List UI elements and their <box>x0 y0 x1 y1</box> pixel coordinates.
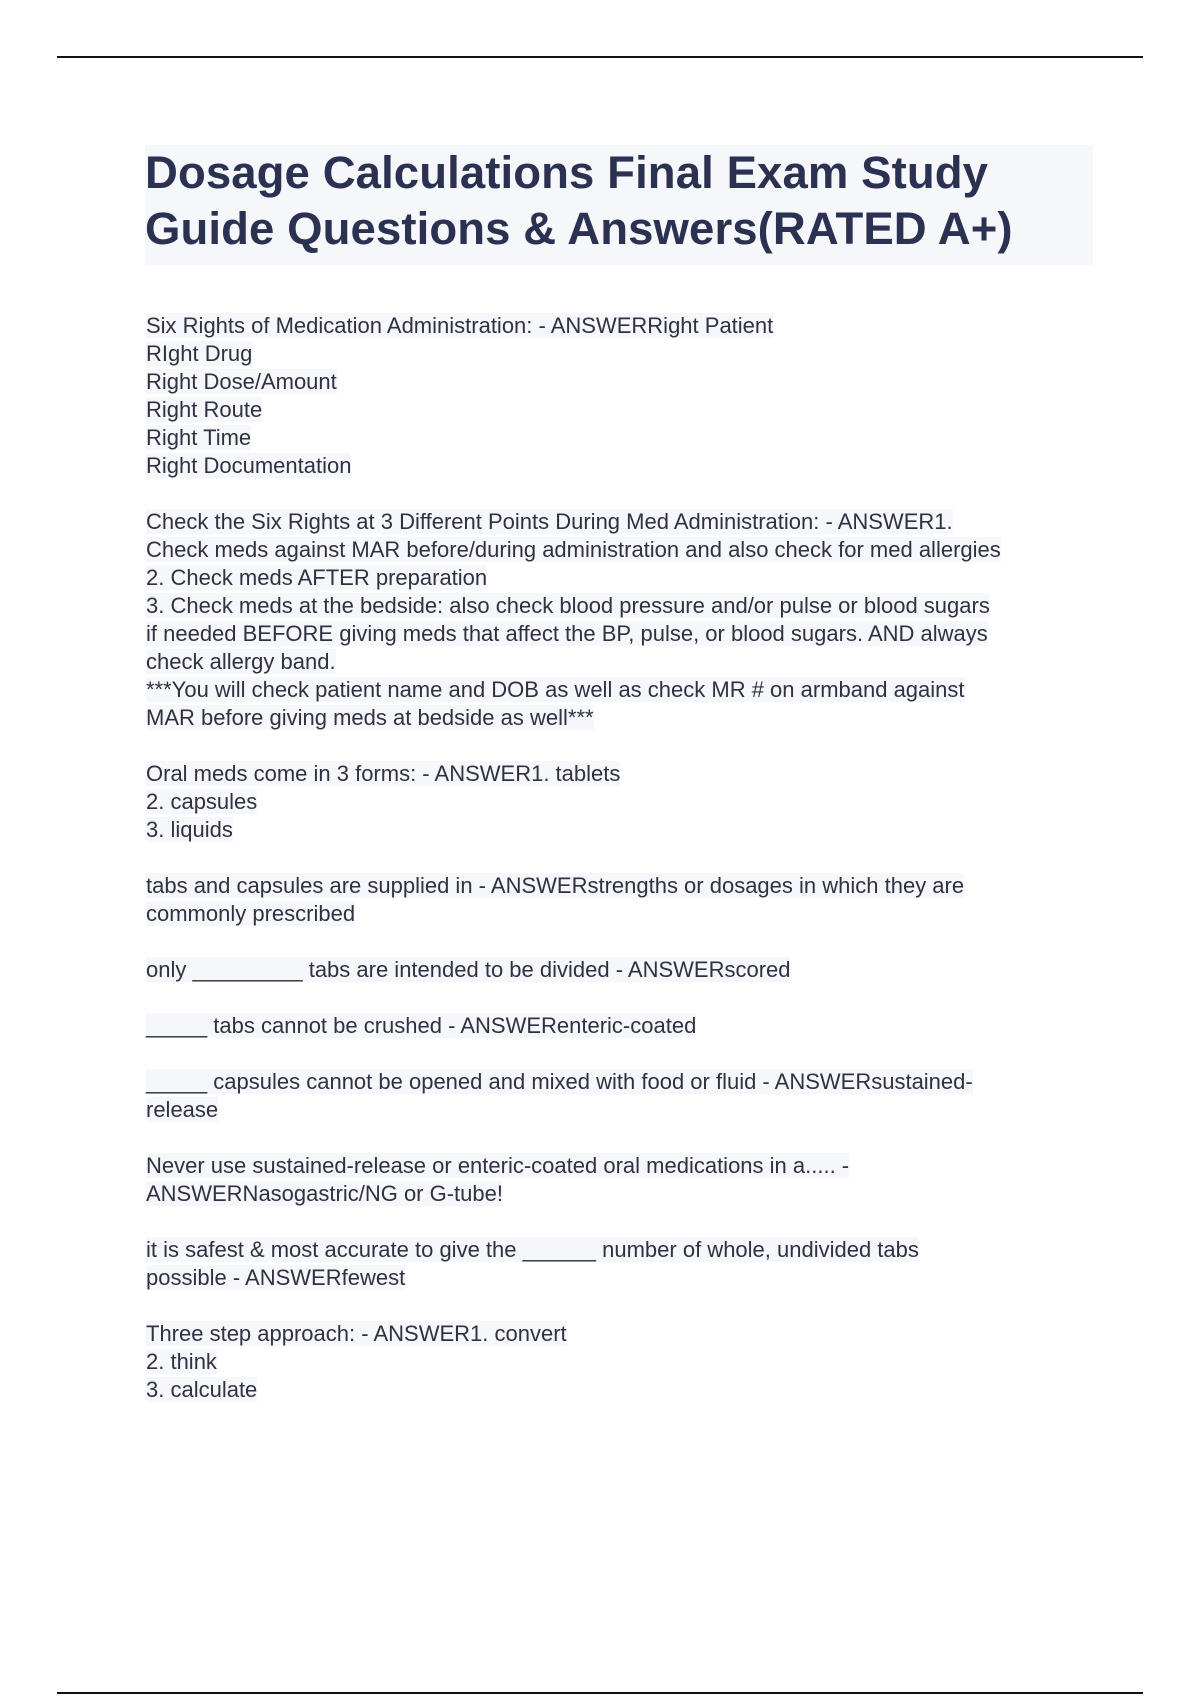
qa-line: 2. Check meds AFTER preparation <box>146 565 488 590</box>
title-line: Guide Questions & Answers(RATED A+) <box>145 203 1013 254</box>
qa-item <box>146 1236 1106 1292</box>
qa-line: 2. capsules <box>146 789 258 814</box>
qa-line: Right Dose/Amount <box>146 369 337 394</box>
qa-line: RIght Drug <box>146 341 253 366</box>
qa-item <box>146 1320 1106 1404</box>
qa-line: Oral meds come in 3 forms: - ANSWER1. tablets <box>146 761 621 786</box>
qa-item <box>146 872 1106 928</box>
qa-line: 3. liquids <box>146 817 233 842</box>
qa-line: possible - ANSWERfewest <box>146 1265 406 1290</box>
document-title <box>145 145 1093 265</box>
qa-line: Right Documentation <box>146 453 352 478</box>
qa-line: Check the Six Rights at 3 Different Points During Med Administration: - ANSWER1. <box>146 509 953 534</box>
qa-line: Check meds against MAR before/during administration and also check for med allergies <box>146 537 1001 562</box>
qa-line: release <box>146 1097 219 1122</box>
qa-line: Three step approach: - ANSWER1. convert <box>146 1321 567 1346</box>
footer-rule <box>57 1692 1143 1694</box>
qa-line: Never use sustained-release or enteric-coated oral medications in a..... - <box>146 1153 850 1178</box>
title-line: Dosage Calculations Final Exam Study <box>145 147 989 198</box>
qa-item <box>146 956 1106 984</box>
qa-line: if needed BEFORE giving meds that affect the BP, pulse, or blood sugars. AND always <box>146 621 988 646</box>
qa-line: MAR before giving meds at bedside as well*** <box>146 705 594 730</box>
qa-line: commonly prescribed <box>146 901 356 926</box>
qa-line: it is safest & most accurate to give the ______ number of whole, undivided tabs <box>146 1237 919 1262</box>
qa-line: 3. Check meds at the bedside: also check blood pressure and/or pulse or blood sugars <box>146 593 990 618</box>
qa-line: Six Rights of Medication Administration: - ANSWERRight Patient <box>146 313 774 338</box>
qa-line: _____ capsules cannot be opened and mixed with food or fluid - ANSWERsustained- <box>146 1069 973 1094</box>
qa-line: 3. calculate <box>146 1377 258 1402</box>
header-rule <box>57 56 1143 58</box>
qa-item <box>146 312 1106 480</box>
qa-line: Right Time <box>146 425 252 450</box>
qa-line: 2. think <box>146 1349 217 1374</box>
qa-item <box>146 1068 1106 1124</box>
qa-line: ***You will check patient name and DOB as well as check MR # on armband against <box>146 677 965 702</box>
qa-line: tabs and capsules are supplied in - ANSWERstrengths or dosages in which they are <box>146 873 965 898</box>
qa-item <box>146 1012 1106 1040</box>
qa-item <box>146 508 1106 732</box>
qa-line: Right Route <box>146 397 263 422</box>
qa-line: only _________ tabs are intended to be divided - ANSWERscored <box>146 957 791 982</box>
qa-line: _____ tabs cannot be crushed - ANSWERenteric-coated <box>146 1013 697 1038</box>
qa-list <box>146 312 1106 1432</box>
qa-item <box>146 1152 1106 1208</box>
qa-line: check allergy band. <box>146 649 336 674</box>
qa-line: ANSWERNasogastric/NG or G-tube! <box>146 1181 503 1206</box>
qa-item <box>146 760 1106 844</box>
